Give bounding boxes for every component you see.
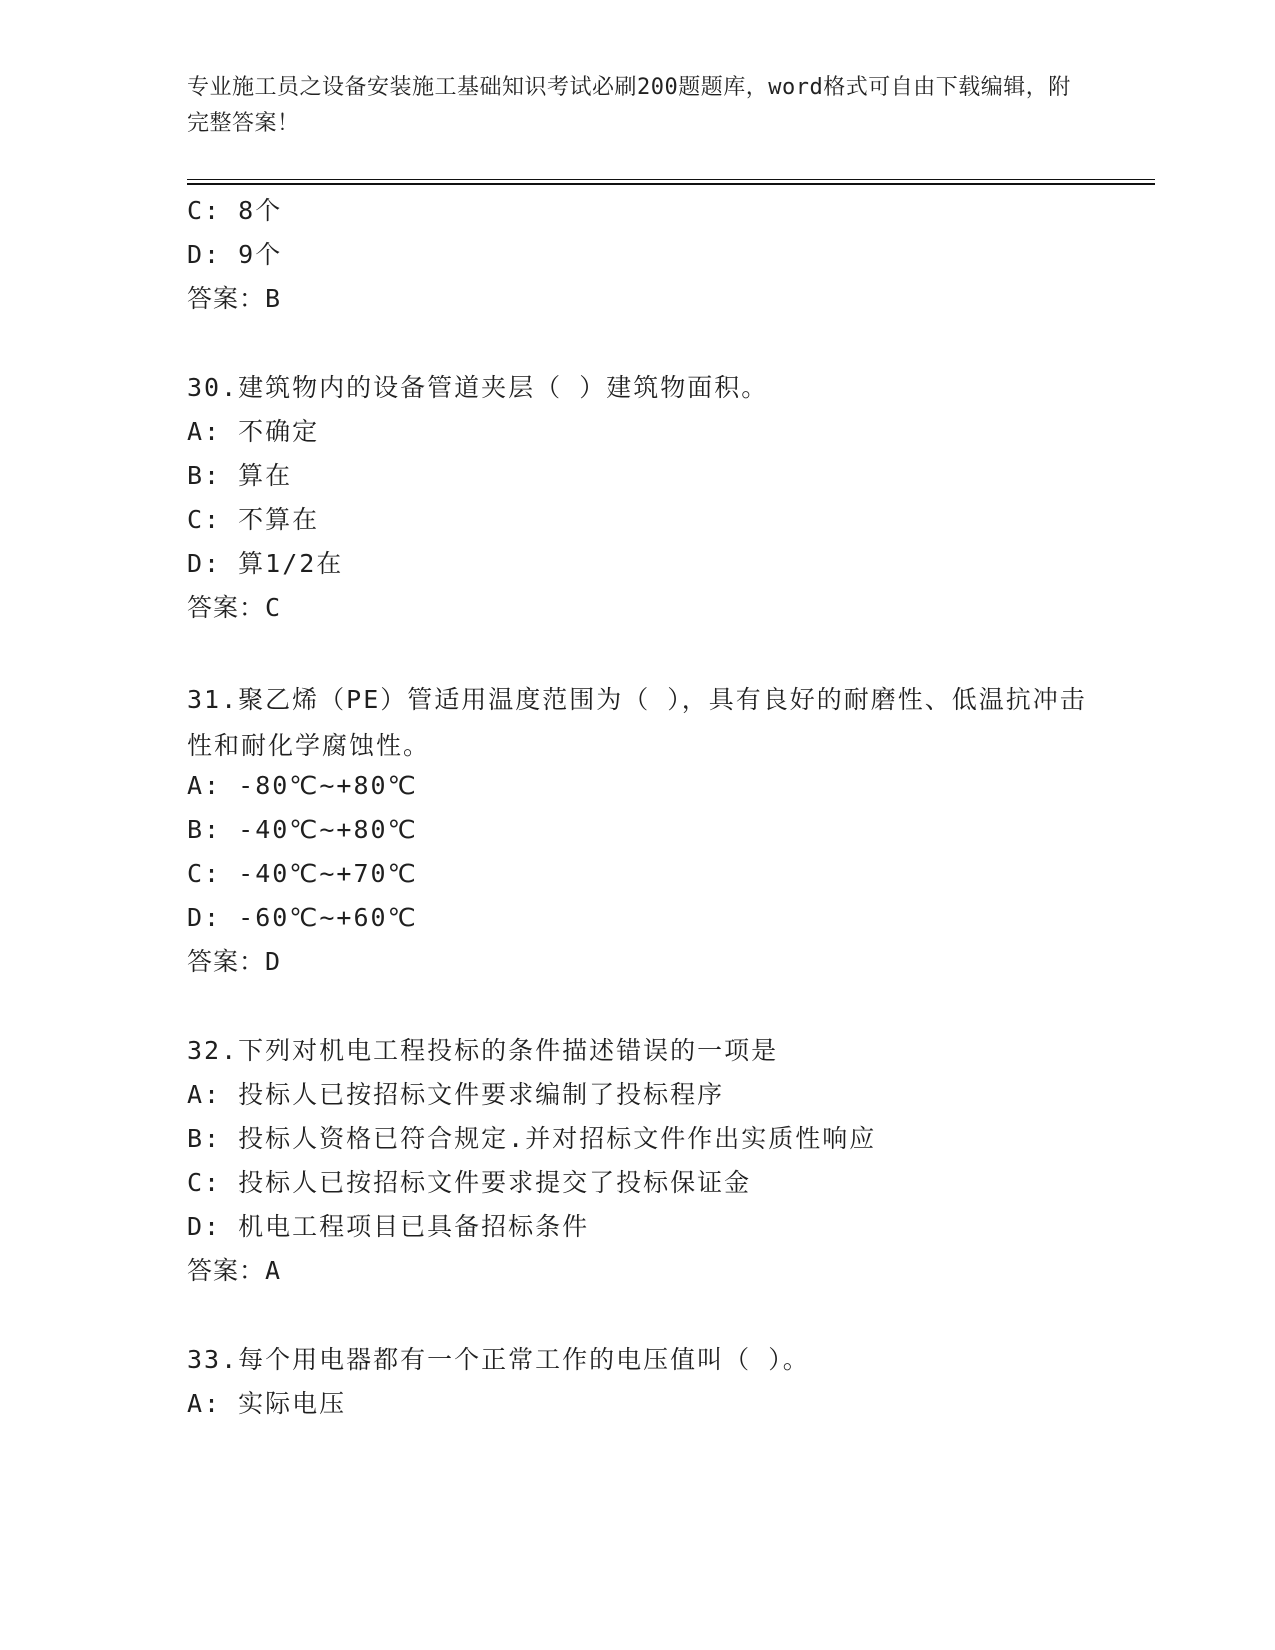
q33-option-a: A: 实际电压 [187, 1389, 347, 1418]
q32-option-c: C: 投标人已按招标文件要求提交了投标保证金 [187, 1168, 752, 1197]
q33-question: 33.每个用电器都有一个正常工作的电压值叫（ ）。 [187, 1345, 810, 1374]
q32-option-b: B: 投标人资格已符合规定.并对招标文件作出实质性响应 [187, 1124, 877, 1153]
q32-answer: 答案：A [187, 1256, 282, 1285]
q30-question: 30.建筑物内的设备管道夹层（ ）建筑物面积。 [187, 373, 769, 402]
header-rule-thick [187, 183, 1155, 185]
q31-answer: 答案：D [187, 947, 282, 976]
document-header: 专业施工员之设备安装施工基础知识考试必刷200题题库，word格式可自由下载编辑，附完整答案！ [187, 75, 1071, 136]
q31-option-d: D: -60℃~+60℃ [187, 903, 418, 932]
q30-answer: 答案：C [187, 593, 282, 622]
q31-option-a: A: -80℃~+80℃ [187, 771, 418, 800]
q30-option-d: D: 算1/2在 [187, 549, 344, 578]
q30-option-a: A: 不确定 [187, 417, 320, 446]
header-rule-thin [187, 179, 1155, 180]
q30-option-c: C: 不算在 [187, 505, 320, 534]
q29-answer: 答案：B [187, 284, 282, 313]
q31-option-b: B: -40℃~+80℃ [187, 815, 418, 844]
q29-option-c: C: 8个 [187, 196, 283, 225]
q30-option-b: B: 算在 [187, 461, 293, 490]
q32-option-d: D: 机电工程项目已具备招标条件 [187, 1212, 590, 1241]
q29-option-d: D: 9个 [187, 240, 283, 269]
q32-option-a: A: 投标人已按招标文件要求编制了投标程序 [187, 1080, 725, 1109]
q31-question: 31.聚乙烯（PE）管适用温度范围为（ ），具有良好的耐磨性、低温抗冲击性和耐化学腐蚀性。 [187, 685, 1087, 760]
q32-question: 32.下列对机电工程投标的条件描述错误的一项是 [187, 1036, 779, 1065]
q31-option-c: C: -40℃~+70℃ [187, 859, 418, 888]
